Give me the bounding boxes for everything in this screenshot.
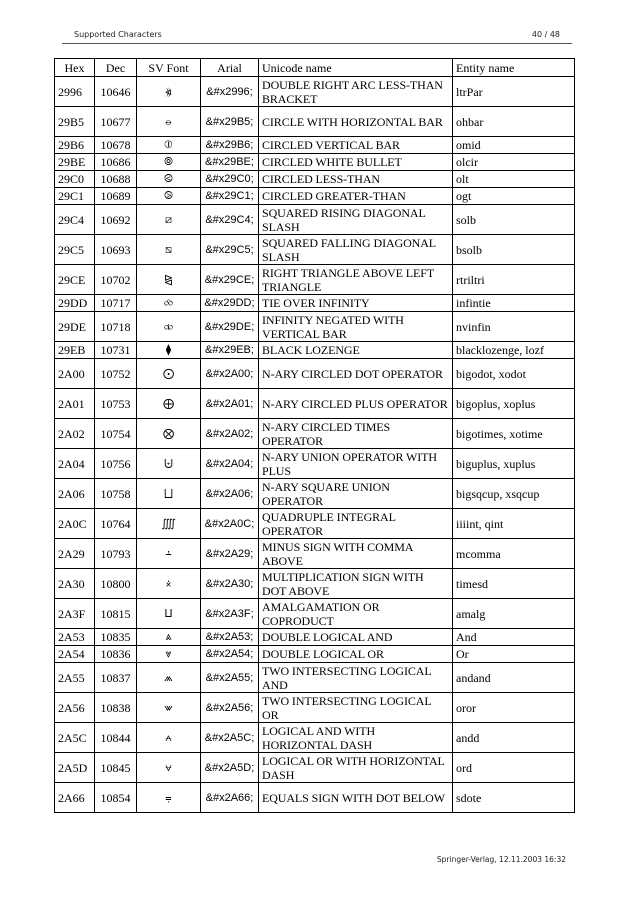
cell-dec: 10838: [95, 693, 137, 723]
cell-glyph: ⩦: [137, 783, 201, 813]
cell-unicode-name: CIRCLED VERTICAL BAR: [259, 137, 453, 154]
table-header-row: [55, 59, 575, 77]
cell-glyph: ⦾: [137, 154, 201, 171]
cell-arial-entity: &#x2A53;: [201, 629, 259, 646]
document-title: Supported Characters: [74, 30, 162, 39]
cell-entity-name: rtriltri: [453, 265, 575, 295]
cell-dec: 10793: [95, 539, 137, 569]
cell-dec: 10836: [95, 646, 137, 663]
cell-dec: 10758: [95, 479, 137, 509]
table-row: [55, 188, 575, 205]
cell-entity-name: nvinfin: [453, 312, 575, 342]
cell-entity-name: bigodot, xodot: [453, 359, 575, 389]
cell-unicode-name: QUADRUPLE INTEGRAL OPERATOR: [259, 509, 453, 539]
cell-arial-entity: &#x2996;: [201, 77, 259, 107]
cell-arial-entity: &#x2A54;: [201, 646, 259, 663]
cell-glyph: ⩔: [137, 646, 201, 663]
cell-dec: 10837: [95, 663, 137, 693]
cell-unicode-name: CIRCLED GREATER-THAN: [259, 188, 453, 205]
cell-glyph: ⧀: [137, 171, 201, 188]
cell-hex: 29C0: [55, 171, 95, 188]
cell-unicode-name: EQUALS SIGN WITH DOT BELOW: [259, 783, 453, 813]
cell-entity-name: andd: [453, 723, 575, 753]
cell-arial-entity: &#x2A0C;: [201, 509, 259, 539]
table-row: [55, 629, 575, 646]
cell-unicode-name: MULTIPLICATION SIGN WITH DOT ABOVE: [259, 569, 453, 599]
page-number: 40 / 48: [531, 30, 560, 39]
cell-arial-entity: &#x2A29;: [201, 539, 259, 569]
cell-entity-name: oror: [453, 693, 575, 723]
table-row: [55, 154, 575, 171]
cell-entity-name: bigoplus, xoplus: [453, 389, 575, 419]
cell-hex: 29B5: [55, 107, 95, 137]
cell-dec: 10835: [95, 629, 137, 646]
cell-dec: 10646: [95, 77, 137, 107]
cell-glyph: ⦶: [137, 137, 201, 154]
cell-unicode-name: INFINITY NEGATED WITH VERTICAL BAR: [259, 312, 453, 342]
cell-glyph: ⨄: [137, 449, 201, 479]
cell-entity-name: sdote: [453, 783, 575, 813]
cell-entity-name: timesd: [453, 569, 575, 599]
cell-glyph: ⩕: [137, 663, 201, 693]
cell-glyph: ⦖: [137, 77, 201, 107]
cell-entity-name: blacklozenge, lozf: [453, 342, 575, 359]
cell-arial-entity: &#x2A5C;: [201, 723, 259, 753]
cell-unicode-name: N-ARY CIRCLED PLUS OPERATOR: [259, 389, 453, 419]
cell-dec: 10756: [95, 449, 137, 479]
cell-arial-entity: &#x2A30;: [201, 569, 259, 599]
cell-arial-entity: &#x29B5;: [201, 107, 259, 137]
cell-arial-entity: &#x2A00;: [201, 359, 259, 389]
cell-arial-entity: &#x2A02;: [201, 419, 259, 449]
cell-glyph: ⧎: [137, 265, 201, 295]
table-body: [55, 77, 575, 813]
table-row: [55, 312, 575, 342]
cell-unicode-name: MINUS SIGN WITH COMMA ABOVE: [259, 539, 453, 569]
cell-dec: 10845: [95, 753, 137, 783]
cell-dec: 10800: [95, 569, 137, 599]
cell-dec: 10689: [95, 188, 137, 205]
cell-glyph: ⧫: [137, 342, 201, 359]
table-row: [55, 539, 575, 569]
cell-hex: 2A04: [55, 449, 95, 479]
cell-arial-entity: &#x2A5D;: [201, 753, 259, 783]
cell-dec: 10718: [95, 312, 137, 342]
cell-dec: 10688: [95, 171, 137, 188]
cell-arial-entity: &#x2A3F;: [201, 599, 259, 629]
cell-dec: 10752: [95, 359, 137, 389]
cell-entity-name: olcir: [453, 154, 575, 171]
table-row: [55, 569, 575, 599]
cell-arial-entity: &#x29EB;: [201, 342, 259, 359]
cell-entity-name: olt: [453, 171, 575, 188]
cell-hex: 2A06: [55, 479, 95, 509]
cell-glyph: ⦵: [137, 107, 201, 137]
cell-glyph: ⧞: [137, 312, 201, 342]
header-divider: [62, 43, 572, 44]
table-row: [55, 77, 575, 107]
cell-glyph: ⨂: [137, 419, 201, 449]
cell-unicode-name: N-ARY CIRCLED DOT OPERATOR: [259, 359, 453, 389]
cell-hex: 2A00: [55, 359, 95, 389]
cell-hex: 29C1: [55, 188, 95, 205]
cell-hex: 2A0C: [55, 509, 95, 539]
cell-hex: 2A55: [55, 663, 95, 693]
cell-hex: 2A29: [55, 539, 95, 569]
cell-entity-name: Or: [453, 646, 575, 663]
table-row: [55, 599, 575, 629]
cell-dec: 10717: [95, 295, 137, 312]
table-row: [55, 449, 575, 479]
cell-glyph: ⧅: [137, 235, 201, 265]
cell-hex: 29C4: [55, 205, 95, 235]
cell-arial-entity: &#x2A04;: [201, 449, 259, 479]
cell-dec: 10692: [95, 205, 137, 235]
table-row: [55, 663, 575, 693]
page-header: [62, 26, 562, 42]
cell-dec: 10753: [95, 389, 137, 419]
cell-hex: 29BE: [55, 154, 95, 171]
supported-characters-table: [54, 58, 575, 813]
cell-unicode-name: N-ARY UNION OPERATOR WITH PLUS: [259, 449, 453, 479]
cell-hex: 29DE: [55, 312, 95, 342]
cell-hex: 2A5D: [55, 753, 95, 783]
cell-arial-entity: &#x29C5;: [201, 235, 259, 265]
page-footer: Springer-Verlag, 12.11.2003 16:32: [436, 855, 566, 864]
cell-unicode-name: DOUBLE LOGICAL AND: [259, 629, 453, 646]
cell-unicode-name: TWO INTERSECTING LOGICAL AND: [259, 663, 453, 693]
cell-hex: 2A53: [55, 629, 95, 646]
cell-arial-entity: &#x29C0;: [201, 171, 259, 188]
cell-glyph: ⧝: [137, 295, 201, 312]
cell-dec: 10764: [95, 509, 137, 539]
cell-glyph: ⩜: [137, 723, 201, 753]
cell-arial-entity: &#x29DE;: [201, 312, 259, 342]
cell-glyph: ⩝: [137, 753, 201, 783]
cell-arial-entity: &#x2A55;: [201, 663, 259, 693]
table-row: [55, 265, 575, 295]
cell-arial-entity: &#x2A06;: [201, 479, 259, 509]
cell-dec: 10686: [95, 154, 137, 171]
cell-glyph: ⧁: [137, 188, 201, 205]
cell-dec: 10731: [95, 342, 137, 359]
cell-entity-name: iiiint, qint: [453, 509, 575, 539]
cell-entity-name: ogt: [453, 188, 575, 205]
cell-glyph: ⨁: [137, 389, 201, 419]
cell-entity-name: amalg: [453, 599, 575, 629]
cell-glyph: ⩓: [137, 629, 201, 646]
table-row: [55, 479, 575, 509]
cell-entity-name: infintie: [453, 295, 575, 312]
cell-arial-entity: &#x29C1;: [201, 188, 259, 205]
cell-dec: 10754: [95, 419, 137, 449]
table-row: [55, 389, 575, 419]
cell-hex: 2A3F: [55, 599, 95, 629]
cell-unicode-name: RIGHT TRIANGLE ABOVE LEFT TRIANGLE: [259, 265, 453, 295]
cell-unicode-name: SQUARED FALLING DIAGONAL SLASH: [259, 235, 453, 265]
table-row: [55, 509, 575, 539]
cell-entity-name: ohbar: [453, 107, 575, 137]
table-row: [55, 235, 575, 265]
cell-hex: 29B6: [55, 137, 95, 154]
cell-hex: 2A56: [55, 693, 95, 723]
cell-entity-name: andand: [453, 663, 575, 693]
cell-glyph: ⨿: [137, 599, 201, 629]
cell-dec: 10678: [95, 137, 137, 154]
cell-arial-entity: &#x29C4;: [201, 205, 259, 235]
cell-dec: 10815: [95, 599, 137, 629]
cell-hex: 29EB: [55, 342, 95, 359]
cell-hex: 29CE: [55, 265, 95, 295]
cell-entity-name: biguplus, xuplus: [453, 449, 575, 479]
cell-arial-entity: &#x2A66;: [201, 783, 259, 813]
column-header-sv-font: SV Font: [137, 59, 201, 77]
cell-glyph: ⧄: [137, 205, 201, 235]
cell-entity-name: ltrPar: [453, 77, 575, 107]
cell-unicode-name: TWO INTERSECTING LOGICAL OR: [259, 693, 453, 723]
cell-hex: 29DD: [55, 295, 95, 312]
cell-entity-name: solb: [453, 205, 575, 235]
table-row: [55, 295, 575, 312]
table-row: [55, 723, 575, 753]
column-header-dec: Dec: [95, 59, 137, 77]
cell-dec: 10702: [95, 265, 137, 295]
cell-glyph: ⨆: [137, 479, 201, 509]
cell-entity-name: mcomma: [453, 539, 575, 569]
cell-dec: 10854: [95, 783, 137, 813]
column-header-arial: Arial: [201, 59, 259, 77]
cell-unicode-name: DOUBLE RIGHT ARC LESS-THAN BRACKET: [259, 77, 453, 107]
table-row: [55, 753, 575, 783]
cell-entity-name: omid: [453, 137, 575, 154]
cell-unicode-name: N-ARY SQUARE UNION OPERATOR: [259, 479, 453, 509]
cell-arial-entity: &#x29CE;: [201, 265, 259, 295]
cell-unicode-name: BLACK LOZENGE: [259, 342, 453, 359]
cell-dec: 10677: [95, 107, 137, 137]
column-header-entity-name: Entity name: [453, 59, 575, 77]
cell-hex: 29C5: [55, 235, 95, 265]
cell-glyph: ⨀: [137, 359, 201, 389]
cell-hex: 2A54: [55, 646, 95, 663]
cell-arial-entity: &#x2A56;: [201, 693, 259, 723]
cell-glyph: ⩖: [137, 693, 201, 723]
cell-unicode-name: DOUBLE LOGICAL OR: [259, 646, 453, 663]
cell-hex: 2A30: [55, 569, 95, 599]
table-row: [55, 646, 575, 663]
cell-unicode-name: CIRCLED WHITE BULLET: [259, 154, 453, 171]
table-row: [55, 342, 575, 359]
cell-glyph: ⨰: [137, 569, 201, 599]
cell-entity-name: bigotimes, xotime: [453, 419, 575, 449]
table-row: [55, 137, 575, 154]
cell-unicode-name: TIE OVER INFINITY: [259, 295, 453, 312]
table-row: [55, 171, 575, 188]
cell-unicode-name: CIRCLE WITH HORIZONTAL BAR: [259, 107, 453, 137]
cell-unicode-name: LOGICAL AND WITH HORIZONTAL DASH: [259, 723, 453, 753]
table-row: [55, 419, 575, 449]
table-row: [55, 693, 575, 723]
table-row: [55, 107, 575, 137]
column-header-hex: Hex: [55, 59, 95, 77]
cell-glyph: ⨌: [137, 509, 201, 539]
cell-hex: 2A02: [55, 419, 95, 449]
cell-unicode-name: N-ARY CIRCLED TIMES OPERATOR: [259, 419, 453, 449]
cell-hex: 2996: [55, 77, 95, 107]
table-row: [55, 205, 575, 235]
cell-unicode-name: LOGICAL OR WITH HORIZONTAL DASH: [259, 753, 453, 783]
column-header-unicode-name: Unicode name: [259, 59, 453, 77]
cell-entity-name: bsolb: [453, 235, 575, 265]
cell-unicode-name: CIRCLED LESS-THAN: [259, 171, 453, 188]
cell-unicode-name: AMALGAMATION OR COPRODUCT: [259, 599, 453, 629]
cell-arial-entity: &#x29DD;: [201, 295, 259, 312]
cell-entity-name: bigsqcup, xsqcup: [453, 479, 575, 509]
cell-arial-entity: &#x29B6;: [201, 137, 259, 154]
cell-arial-entity: &#x29BE;: [201, 154, 259, 171]
cell-hex: 2A01: [55, 389, 95, 419]
table-row: [55, 359, 575, 389]
cell-hex: 2A66: [55, 783, 95, 813]
cell-dec: 10844: [95, 723, 137, 753]
table-row: [55, 783, 575, 813]
cell-glyph: ⨩: [137, 539, 201, 569]
cell-unicode-name: SQUARED RISING DIAGONAL SLASH: [259, 205, 453, 235]
cell-hex: 2A5C: [55, 723, 95, 753]
cell-dec: 10693: [95, 235, 137, 265]
cell-entity-name: And: [453, 629, 575, 646]
cell-entity-name: ord: [453, 753, 575, 783]
cell-arial-entity: &#x2A01;: [201, 389, 259, 419]
